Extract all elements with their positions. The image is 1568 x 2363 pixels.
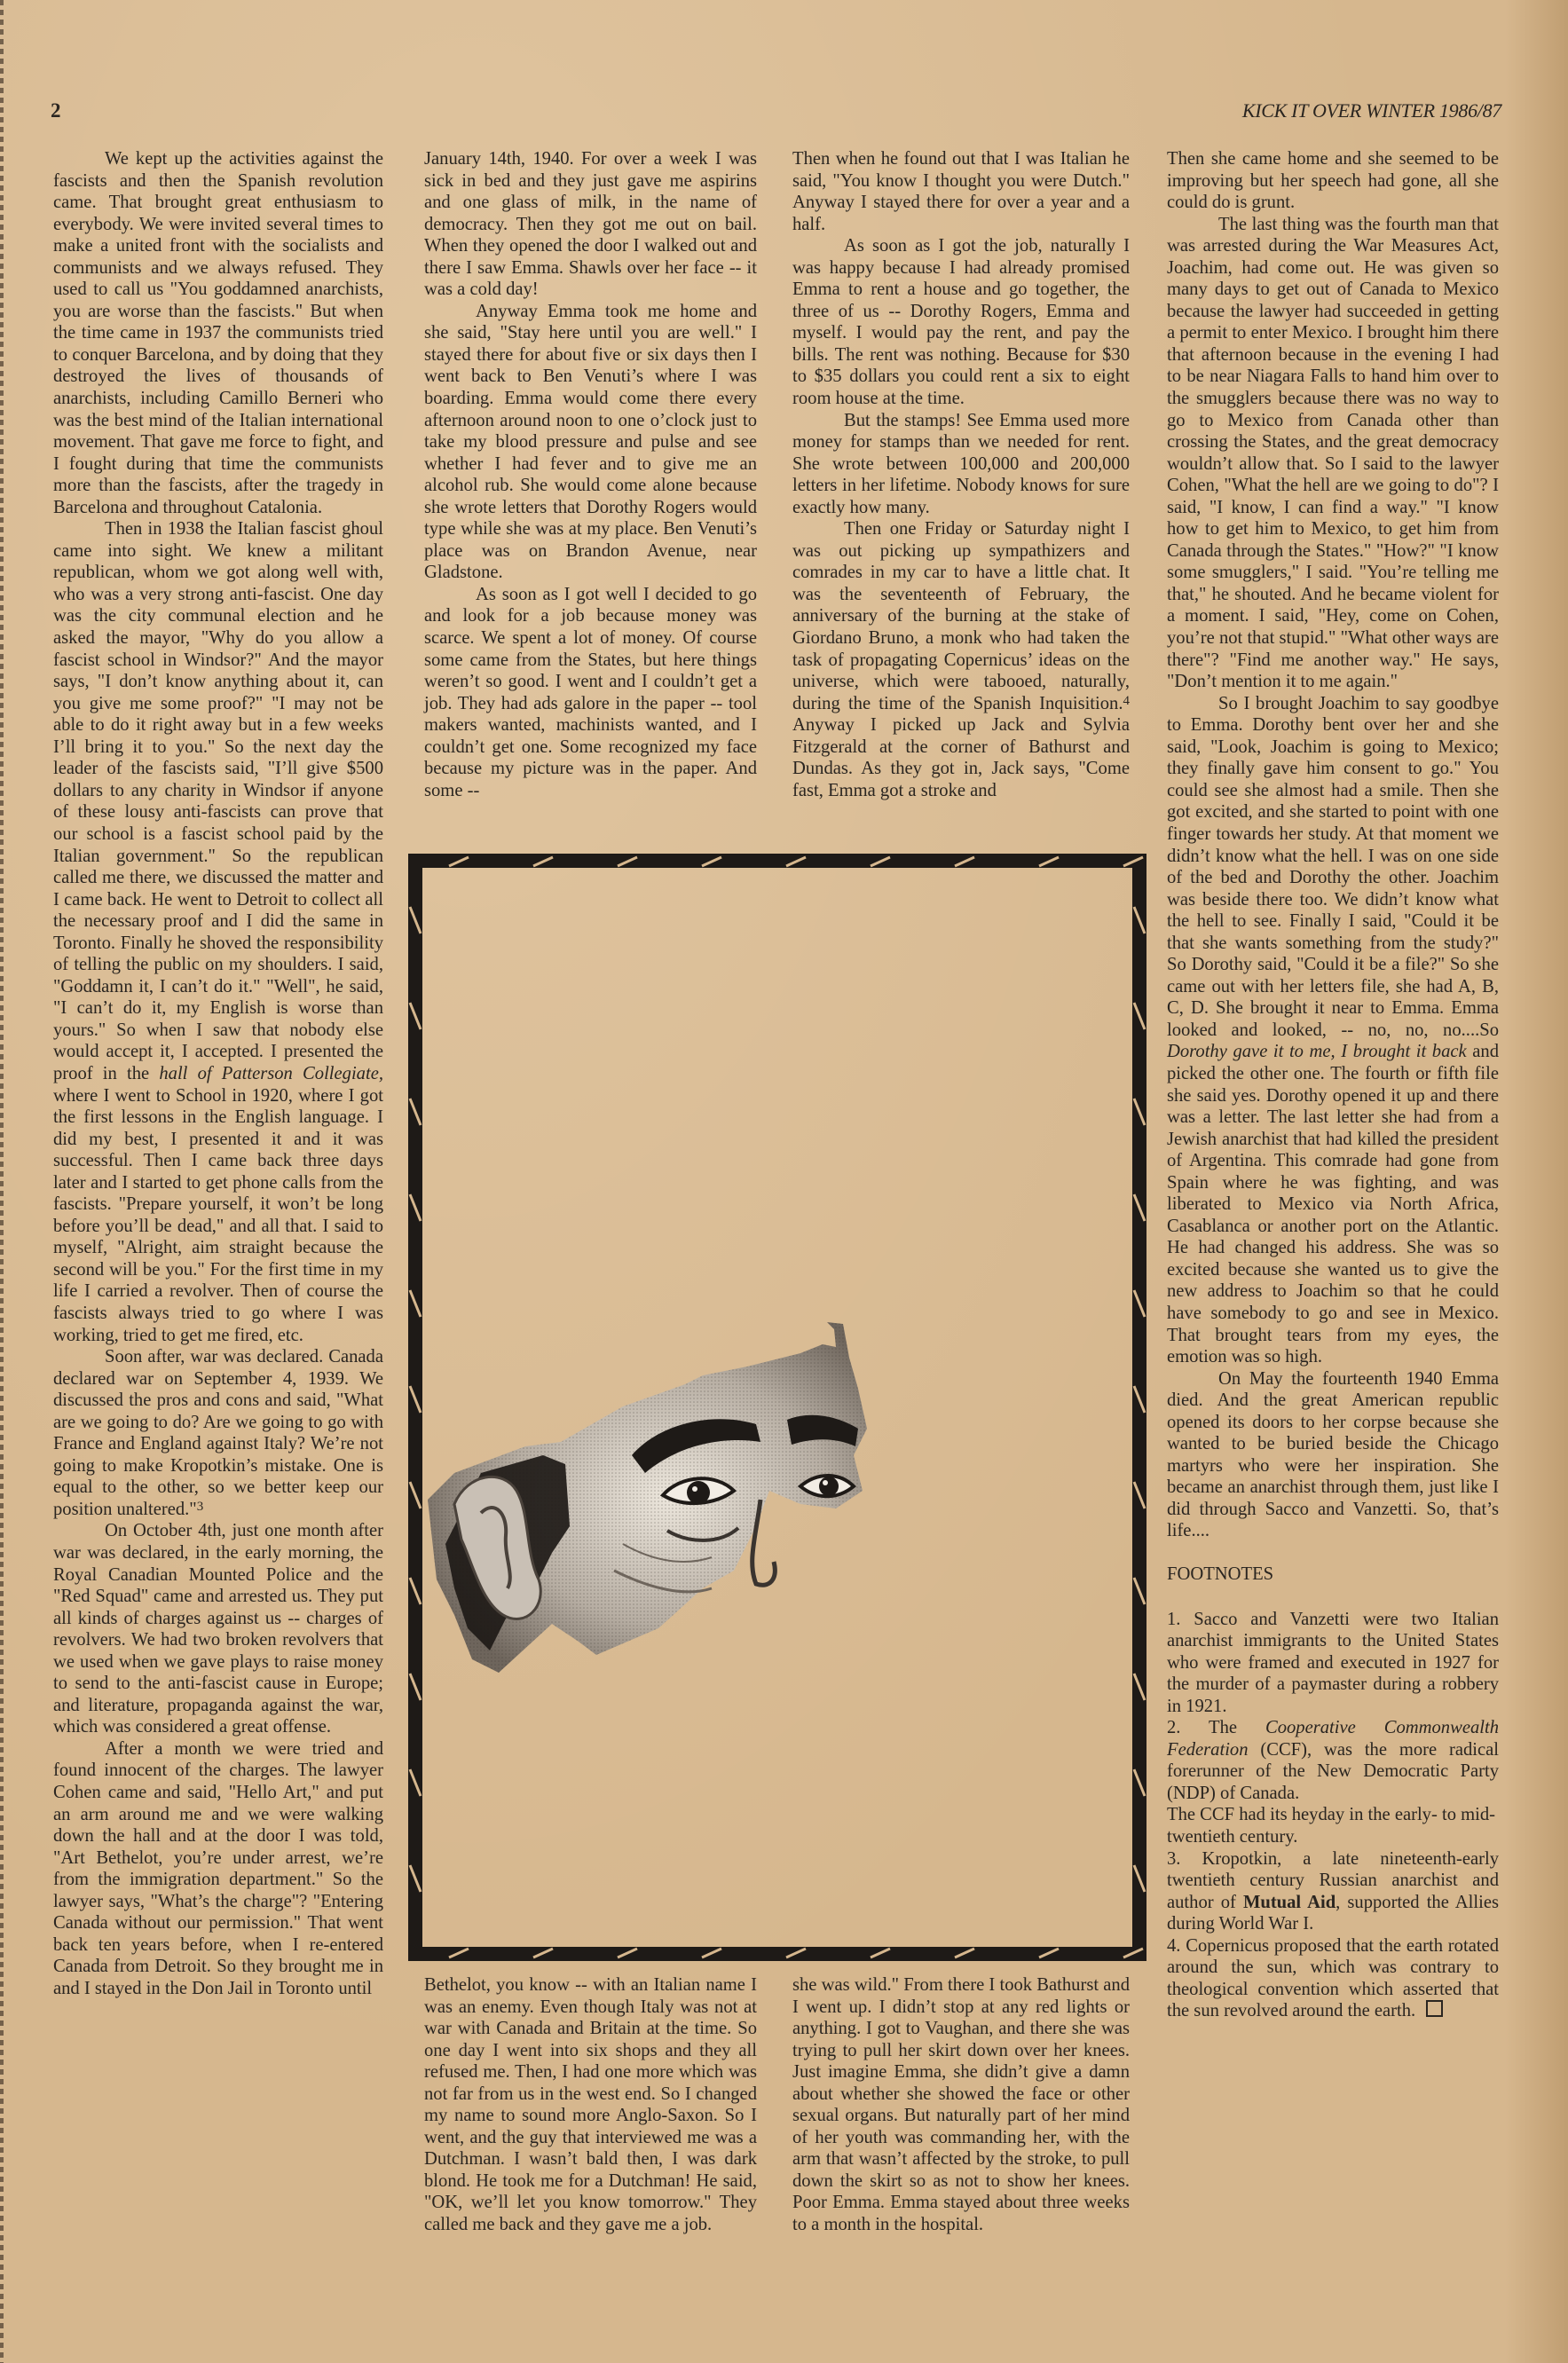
torn-face-photo: [419, 1322, 1129, 1695]
paragraph: On May the fourteenth 1940 Emma died. And the great American republic opened its doors to her corpse because she wanted to be buried beside the Chicago martyrs who were her inspiration. She became an anarchist through them, just like I did through Sacco and Vanzetti. So, that’s life....: [1167, 1368, 1499, 1541]
article-column-3-top: [792, 148, 1130, 801]
bold-text: Mutual Aid: [1242, 1892, 1336, 1912]
article-column-2-top: [424, 148, 757, 801]
text-run: Then one Friday or Saturday night I was out picking up sympathizers and comrades in my car to have a little chat. It was the seventeenth of February, the anniversary of the burning at the stake of Giordano Bruno, a monk who had taken the task of propagating Copernicus’ ideas on the universe, which were tabooed, naturally, during the time of the Spanish Inquisition.: [792, 519, 1130, 713]
text-run: Anyway I picked up Jack and Sylvia Fitzgerald at the corner of Bathurst and Dundas. As they got in, Jack says, "Come fast, Emma got a stroke and: [792, 715, 1130, 800]
italic-text: hall of Patterson Collegiate,: [159, 1063, 383, 1083]
paragraph: Bethelot, you know -- with an Italian name I was an enemy. Even though Italy was not at war with Canada and Britain at the time. So one day I went into six shops and they all refused me. Then, I had one more which was not far from us in the west end. So I changed my name to sound more Anglo-Saxon. So I went, and the guy that interviewed me was a Dutchman. I wasn’t bald then, I was dark blond. He took me for a Dutchman! He said, "OK, we’ll let you know tomorrow." They called me back and they gave me a job.: [424, 1975, 757, 2235]
text-run: So I brought Joachim to say goodbye to Emma. Dorothy bent over her and she said, "Look, Joachim is going to Mexico; they finally gave him consent to go." You could see she almost had a smile. Then she got excited, and she started to point with one finger towards her study. At that moment we didn’t know what the hell. I was on one side of the bed and Dorothy the other. Joachim was beside there too. We didn’t know what the hell to see. Finally I said, "Could it be that she wants something from the study?" So Dorothy said, "Could it be a file?" So she came out with her letters file, she had A, B, C, D. She brought it near to Emma. Emma looked and looked, -- no, no, no....So: [1167, 693, 1499, 1040]
paragraph: Anyway Emma took me home and she said, "Stay here until you are well." I stayed there for about five or six days then I went back to Ben Venuti’s where I was boarding. Emma would come there every afternoon around noon to one o’clock just to take my blood pressure and pulse and see whether I had fever and to give me an alcohol rub. She would come alone because she wrote letters that Dorothy Rogers would type while she was at my place. Ben Venuti’s place was on Brandon Avenue, near Gladstone.: [424, 301, 757, 583]
paragraph: [1167, 693, 1499, 1368]
text-run: and picked the other one. The fourth or fifth file she said yes. Dorothy opened it up and there was a letter. The last letter she had from a Jewish anarchist that had killed the president of Argentina. This comrade had gone from Spain where he was fighting, and was liberated to Mexico via North Africa, Casablanca or another port on the Atlantic. He had changed his address. She was so excited because she wanted us to give the new address to Joachim so that he could have somebody to go and see in Mexico. That brought tears from my eyes, the emotion was so high.: [1167, 1042, 1499, 1367]
paragraph: As soon as I got well I decided to go and look for a job because money was scarce. We spent a lot of money. Of course some came from the States, but here things weren’t so good. I went and I couldn’t get a job. They had ads galore in the paper -- tool makers wanted, machinists wanted, and I couldn’t get one. Some recognized my face because my picture was in the paper. And some --: [424, 584, 757, 800]
footnote-3: [1167, 1848, 1499, 1935]
article-column-2-bottom: [424, 1974, 757, 2236]
frame-bar: [408, 1947, 1146, 1961]
italic-text: Cooperative Commonwealth Federation: [1167, 1718, 1499, 1760]
paragraph: Then she came home and she seemed to be improving but her speech had gone, all she could do is grunt.: [1167, 149, 1499, 213]
paragraph: We kept up the activities against the fascists and then the Spanish revolution came. That brought great enthusiasm to everybody. We were invited several times to make a united front with the socialists and communists and we always refused. They used to call us "You goddamned anarchists, you are worse than the fascists." But when the time came in 1937 the communists tried to conquer Barcelona, and by doing that they destroyed the lives of thousands of anarchists, including Camillo Berneri who was the best mind of the Italian international movement. That gave me force to fight, and I fought during that time the communists more than the fascists, after the tragedy in Barcelona and throughout Catalonia.: [53, 149, 383, 517]
paper-edge: [0, 0, 4, 2363]
article-column-3-bottom: [792, 1974, 1130, 2236]
italic-text: Dorothy gave it to me, I brought it back: [1167, 1042, 1467, 1062]
footnote-2-continued: The CCF had its heyday in the early- to mid-twentieth century.: [1167, 1805, 1496, 1847]
paragraph: After a month we were tried and found innocent of the charges. The lawyer Cohen came and said, "Hello Art," and put an arm around me and we were walking down the hall and at the door I was told, "Art Bethelot, you’re under arrest, we’re from the immigration department." So the lawyer says, "What’s the charge"? "Entering Canada without our permission." That went back ten years before, when I re-entered Canada from Detroit. So they brought me in and I stayed in the Don Jail in Toronto until: [53, 1738, 383, 1998]
text-run: 2. The: [1167, 1718, 1265, 1738]
text-run: where I went to School in 1920, where I got the first lessons in the English language. I did my best, I presented it and it was successful. Then I came back three days later and I started to get phone calls from the fascists. "Prepare yourself, it won’t be long before you’ll be dead," and all that. I said to myself, "Alright, aim straight because the second will be you." For the first time in my life I carried a revolver. Then of course the fascists always tried to go where I was working, tried to get me fired, etc.: [53, 1085, 383, 1345]
article-column-1: [53, 148, 383, 1999]
footnotes-heading: FOOTNOTES: [1167, 1564, 1274, 1584]
frame-bar: [408, 854, 1146, 868]
publication-title: KICK IT OVER WINTER 1986/87: [1241, 99, 1501, 122]
footnote-ref: 4: [1123, 693, 1130, 708]
page-number: 2: [51, 99, 61, 122]
text-run: , supported the Allies during World War I.: [1167, 1892, 1499, 1934]
paragraph: The last thing was the fourth man that was arrested during the War Measures Act, Joachim, had come out. He was given so many days to get out of Canada to Mexico because the lawyer had succeeded in getting a permit to enter Mexico. I brought him there that afternoon because in the evening I had to be near Niagara Falls to hand him over to the smugglers because there was no way to go to Mexico from Canada other than crossing the States, and the great democracy wouldn’t allow that. So I said to the lawyer Cohen, "What the hell are we going to do"? I said, "I know, I can find a way." "I know how to get him to Mexico, to get him from Canada through the States." "How?" "I know some smugglers," I said. "You’re telling me that," he shouted. And he became violent for a moment. I said, "Hey, come on Cohen, you’re not that stupid." "What other ways are there"? "Find me another way." He says, "Don’t mention it to me again.": [1167, 214, 1499, 692]
footnote-ref: 3: [196, 1499, 204, 1514]
text-run: 4. Copernicus proposed that the earth rotated around the sun, which was contrary to theological convention which asserted that the sun revolved around the earth.: [1167, 1935, 1499, 2021]
text-run: Soon after, war was declared. Canada declared war on September 4, 1939. We discussed the pros and cons and said, "What are we going to do? Are we going to go with France and England against Italy? We’re not going to make Kropotkin’s mistake. One is equal to the other, so we better keep our position unaltered.": [53, 1347, 383, 1519]
footnote-2: [1167, 1717, 1499, 1804]
footnote-1: 1. Sacco and Vanzetti were two Italian anarchist immigrants to the United States who were framed and executed in 1927 for the murder of a paymaster during a robbery in 1921.: [1167, 1609, 1499, 1716]
footnote-4: [1167, 1935, 1499, 2022]
paragraph: Then when he found out that I was Italian he said, "You know I thought you were Dutch." Anyway I stayed there for over a year and a half.: [792, 149, 1130, 234]
paragraph: January 14th, 1940. For over a week I was sick in bed and they just gave me aspirins and one glass of milk, in the name of democracy. Then they got me out on bail. When they opened the door I walked out and there I saw Emma. Shawls over her face -- it was a cold day!: [424, 149, 757, 300]
end-mark-icon: [1426, 2000, 1443, 2017]
paragraph: [53, 1346, 383, 1520]
paragraph: On October 4th, just one month after war was declared, in the early morning, the Royal Canadian Mounted Police and the "Red Squad" came and arrested us. They put all kinds of charges against us -- charges of revolvers. We had two broken revolvers that we used when we gave plays to raise money to send to the anti-fascist cause in Europe; and literature, propaganda against the war, which was considered a great offense.: [53, 1521, 383, 1737]
paragraph: But the stamps! See Emma used more money for stamps than we needed for rent. She wrote between 100,000 and 200,000 letters in her lifetime. Nobody knows for sure exactly how many.: [792, 410, 1130, 517]
paragraph: As soon as I got the job, naturally I was happy because I had already promised Emma to rent a house and go together, the three of us -- Dorothy Rogers, Emma and myself. I would pay the rent, and pay the bills. The rent was nothing. Because for $30 to $35 dollars you could rent a six to eight room house at the time.: [792, 236, 1130, 409]
text-run: (CCF), was the more radical forerunner of the New Democratic Party (NDP) of Canada.: [1167, 1739, 1499, 1803]
text-run: 3. Kropotkin, a late nineteenth-early twentieth century Russian anarchist and author of: [1167, 1848, 1499, 1912]
article-column-4: [1167, 148, 1499, 2022]
paragraph: [792, 518, 1130, 801]
paragraph: she was wild." From there I took Bathurst and I went up. I didn’t stop at any red lights or anything. I got to Vaughan, and there she was trying to pull her skirt down over her knees. Just imagine Emma, she didn’t give a damn about whether she showed the face or other sexual organs. But naturally part of her mind of her youth was commanding her, with the arm that wasn’t affected by the stroke, to pull down the skirt so as not to show her knees. Poor Emma. Emma stayed about three weeks to a month in the hospital.: [792, 1975, 1130, 2235]
paragraph: [53, 518, 383, 1346]
text-run: Then in 1938 the Italian fascist ghoul came into sight. We knew a militant republican, whom we got along well with, who was a very strong anti-fascist. One day was the city communal election and he asked the mayor, "Why do you allow a fascist school in Windsor?" And the mayor says, "I don’t know anything about it, can you give me some proof?" "I may not be able to do it right away but in a few weeks I’ll bring it to you." So the next day the leader of the fascists said, "I’ll give $500 dollars to any charity in Windsor if anyone of these lousy anti-fascists can prove that our school is a fascist school paid by the Italian government." So the republican called me there, we discussed the matter and I came back. He went to Detroit to collect all the necessary proof and I did the same in Toronto. Finally he shoved the responsibility of telling the public on my shoulders. I said, "Goddamn it, I can’t do it." "Well", he said, "I can’t do it, my English is worse than yours." So when I saw that nobody else would accept it, I accepted. I presented the proof in the: [53, 519, 383, 1083]
